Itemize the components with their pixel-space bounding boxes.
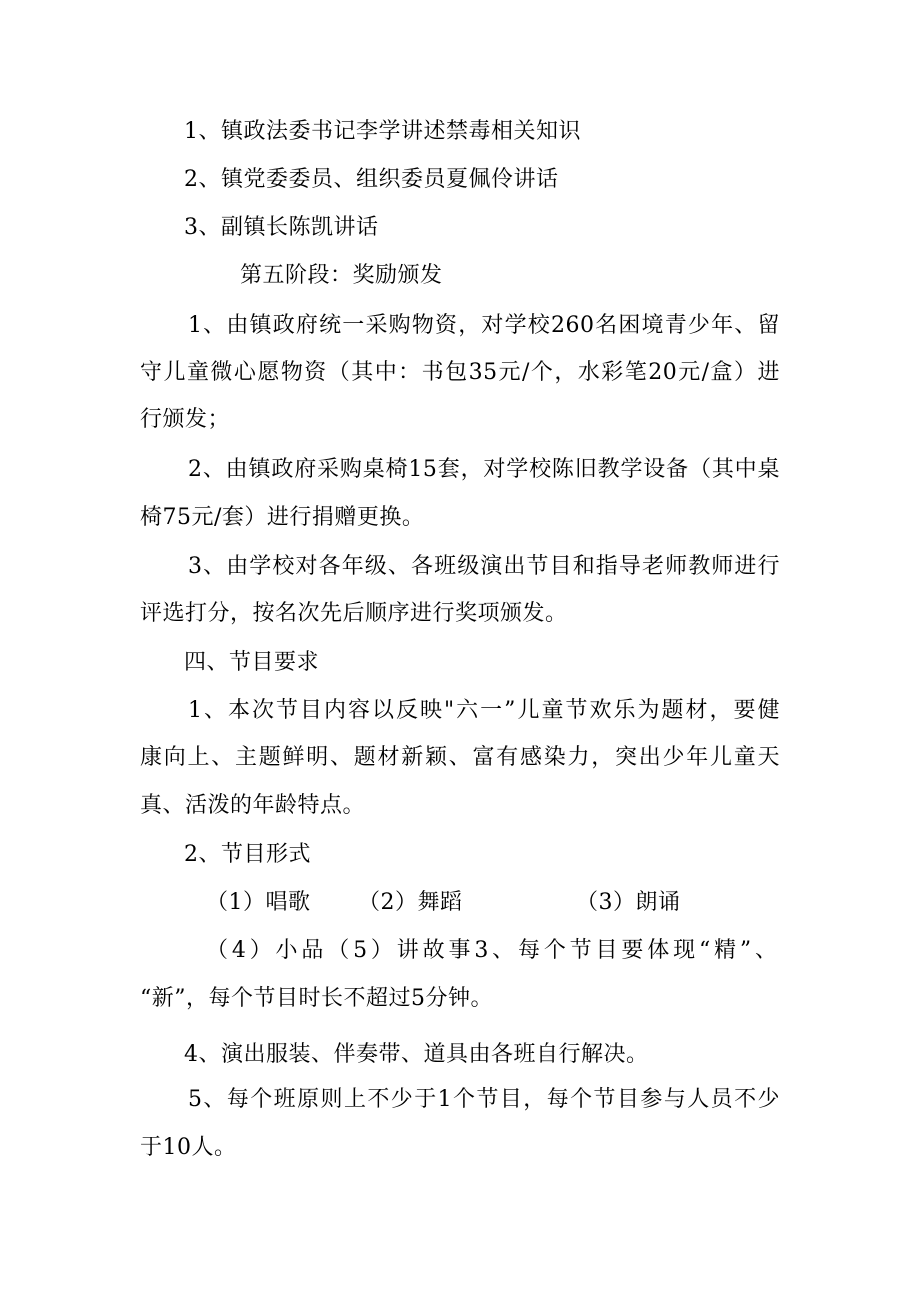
section-heading-stage-five: 第五阶段：奖励颁发 [240, 263, 443, 288]
paragraph-line-7: 行颁发； [140, 407, 231, 432]
paragraph-line-1: 1、镇政法委书记李学讲述禁毒相关知识 [184, 119, 581, 144]
paragraph-line-5: 1、由镇政府统一采购物资，对学校260名困境青少年、留 [188, 313, 780, 338]
paragraph-line-2: 2、镇党委委员、组织委员夏佩伶讲话 [184, 167, 559, 192]
paragraph-line-23: 5、每个班原则上不少于1个节目，每个节目参与人员不少 [188, 1087, 780, 1112]
program-form-singing: （1）唱歌 [206, 890, 311, 915]
paragraph-line-20: （4）小品（5）讲故事3、每个节目要体现“精”、 [206, 938, 780, 963]
paragraph-line-6: 守儿童微心愿物资（其中：书包35元/个，水彩笔20元/盒）进 [140, 360, 780, 385]
program-form-recitation: （3）朗诵 [576, 890, 681, 915]
paragraph-line-3: 3、副镇长陈凯讲话 [184, 215, 379, 240]
section-heading-program-requirements: 四、节目要求 [184, 650, 320, 675]
program-form-dancing: （2）舞蹈 [358, 890, 463, 915]
paragraph-line-13: 1、本次节目内容以反映"六一”儿童节欢乐为题材，要健 [188, 698, 780, 723]
paragraph-line-15: 真、活泼的年龄特点。 [140, 793, 366, 818]
paragraph-line-9: 椅75元/套）进行捐赠更换。 [140, 505, 425, 530]
paragraph-line-11: 评选打分，按名次先后顺序进行奖项颁发。 [140, 601, 568, 626]
paragraph-line-8: 2、由镇政府采购桌椅15套，对学校陈旧教学设备（其中桌 [188, 457, 780, 482]
paragraph-line-24: 于10人。 [140, 1135, 237, 1160]
paragraph-line-21: “新”，每个节目时长不超过5分钟。 [140, 986, 493, 1011]
paragraph-line-10: 3、由学校对各年级、各班级演出节目和指导老师教师进行 [188, 554, 780, 579]
paragraph-line-14: 康向上、主题鲜明、题材新颖、富有感染力，突出少年儿童天 [140, 745, 780, 770]
paragraph-line-22: 4、演出服装、伴奏带、道具由各班自行解决。 [184, 1042, 649, 1067]
paragraph-line-16: 2、节目形式 [184, 842, 311, 867]
